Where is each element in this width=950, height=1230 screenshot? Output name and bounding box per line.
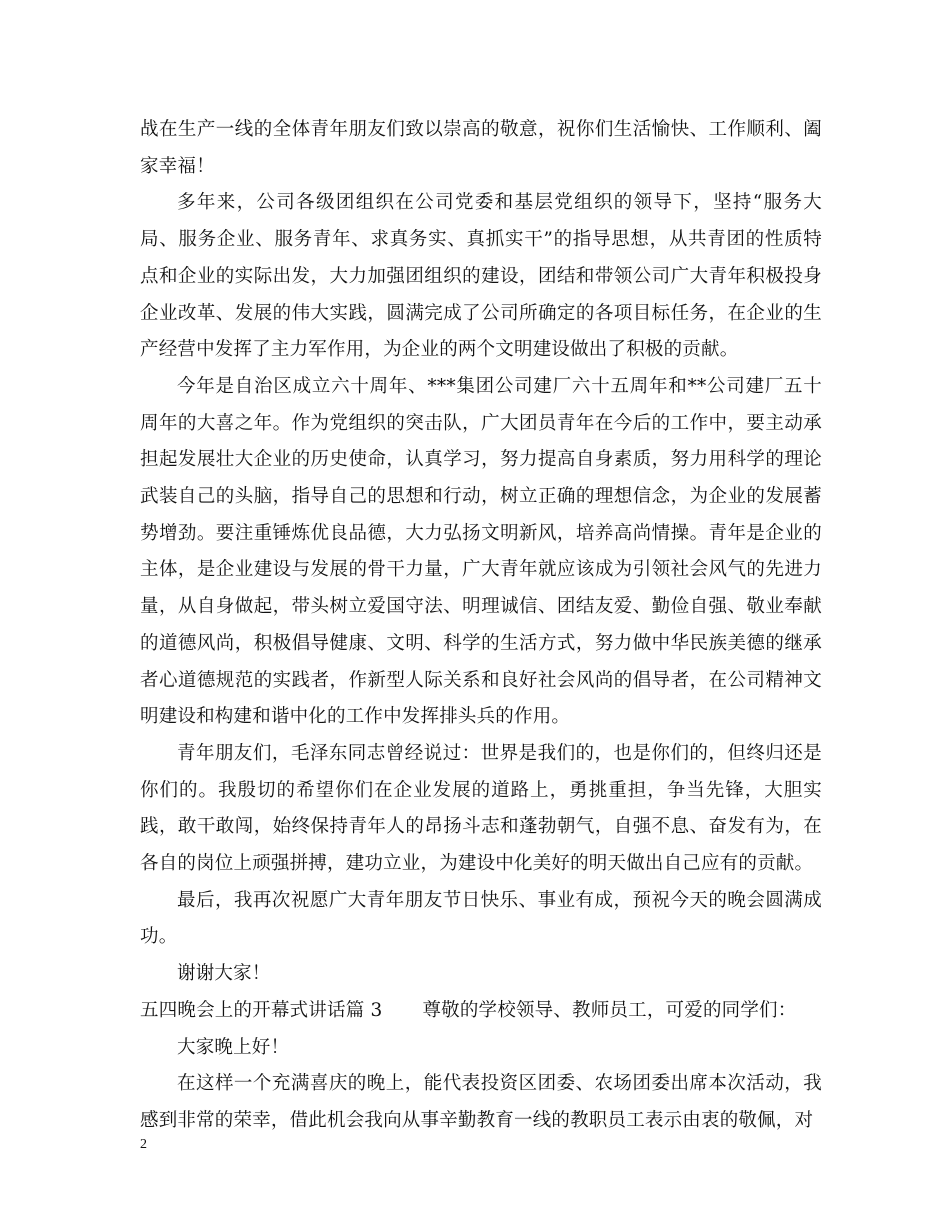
paragraph-2: 多年来，公司各级团组织在公司党委和基层党组织的领导下，坚持“服务大局、服务企业、服务青年、求真务实、真抓实干”的指导思想，从共青团的性质特点和企业的实际出发，大力加强团组织的建设，团结和带领公司广大青年积极投身企业改革、发展的伟大实践，圆满完成了公司所确定的各项目标任务，在企业的生产经营中发挥了主力军作用，为企业的两个文明建设做出了积极的贡献。 <box>140 192 822 361</box>
document-body <box>140 112 822 1140</box>
greeting: 大家晚上好！ <box>177 1036 290 1058</box>
page-number: 2 <box>140 1137 147 1152</box>
section-title: 五四晚会上的开幕式讲话篇 3 <box>140 999 383 1021</box>
paragraph-5: 最后，我再次祝愿广大青年朋友节日快乐、事业有成，预祝今天的晚会圆满成功。 <box>140 889 822 948</box>
paragraph-6: 谢谢大家！ <box>177 963 271 985</box>
salutation: 尊敬的学校领导、教师员工，可爱的同学们： <box>422 999 797 1021</box>
paragraph-3: 今年是自治区成立六十周年、***集团公司建厂六十五周年和**公司建厂五十周年的大喜之年。作为党组织的突击队，广大团员青年在今后的工作中，要主动承担起发展壮大企业的历史使命，认真学习，努力提高自身素质，努力用科学的理论武装自己的头脑，指导自己的思想和行动，树立正确的理想信念，为企业的发展蓄势增劲。要注重锤炼优良品德，大力弘扬文明新风，培养高尚情操。青年是企业的主体，是企业建设与发展的骨干力量，广大青年就应该成为引领社会风气的先进力量，从自身做起，带头树立爱国守法、明理诚信、团结友爱、勤俭自强、敬业奉献的道德风尚，积极倡导健康、文明、科学的生活方式，努力做中华民族美德的继承者心道德规范的实践者，作新型人际关系和良好社会风尚的倡导者，在公司精神文明建设和构建和谐中化的工作中发挥排头兵的作用。 <box>140 375 822 728</box>
paragraph-4: 青年朋友们，毛泽东同志曾经说过：世界是我们的，也是你们的，但终归还是你们的。我殷切的希望你们在企业发展的道路上，勇挑重担，争当先锋，大胆实践，敢干敢闯，始终保持青年人的昂扬斗志和蓬勃朝气，自强不息、奋发有为，在各自的岗位上顽强拼搏，建功立业，为建设中化美好的明天做出自己应有的贡献。 <box>140 742 822 875</box>
paragraph-1: 战在生产一线的全体青年朋友们致以崇高的敬意，祝你们生活愉快、工作顺利、阖家幸福！ <box>140 119 822 177</box>
section-heading-line <box>140 993 822 1030</box>
closing-paragraph: 在这样一个充满喜庆的晚上，能代表投资区团委、农场团委出席本次活动，我感到非常的荣幸，借此机会我向从事辛勤教育一线的教职员工表示由衷的敬佩，对 <box>140 1073 822 1131</box>
